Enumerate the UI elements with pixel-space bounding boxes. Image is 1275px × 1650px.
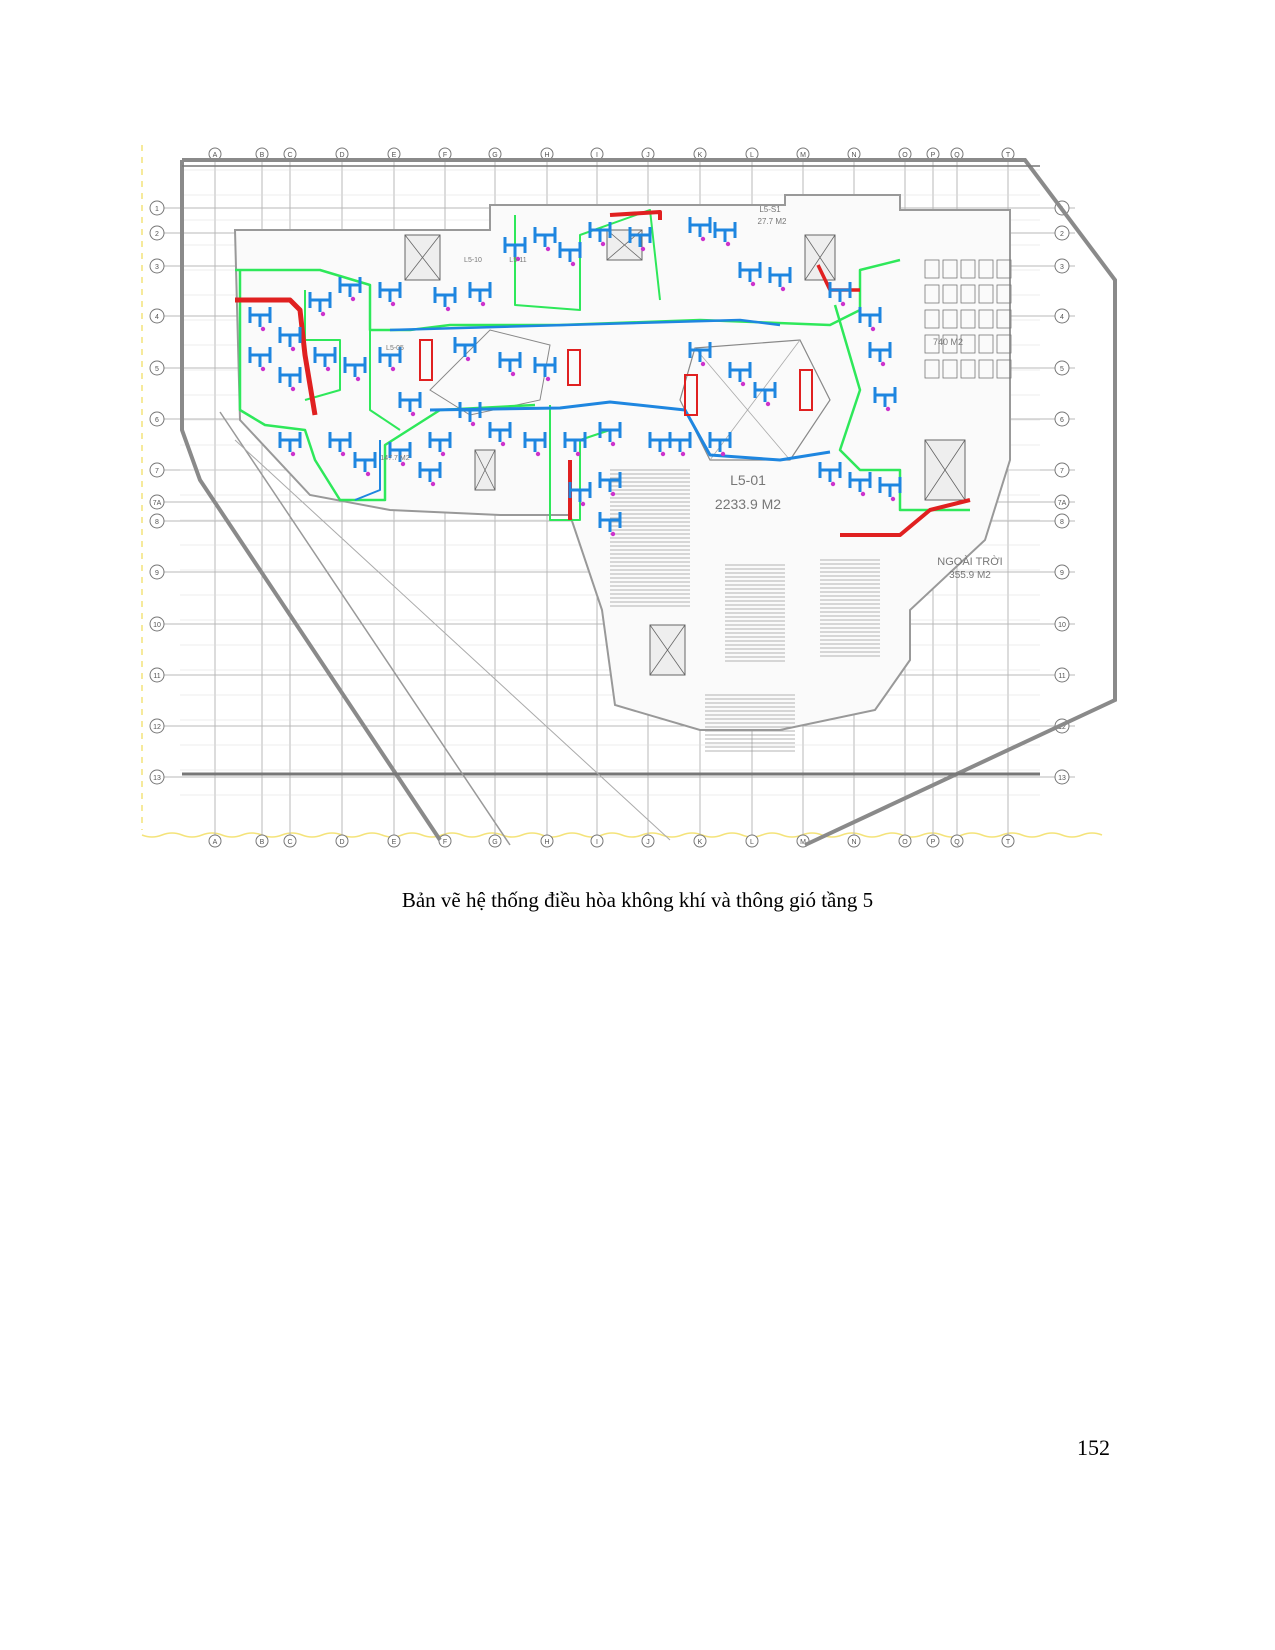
grid-label-row: 10: [1058, 622, 1066, 629]
grid-label-row: 7A: [1057, 500, 1067, 507]
grid-label-row: 7: [1060, 468, 1064, 475]
ahu-unit-marker: [576, 452, 580, 456]
grid-label-column: I: [596, 152, 598, 159]
grid-label-column: A: [212, 839, 218, 846]
ahu-unit-marker: [581, 502, 585, 506]
grid-label-column: C: [287, 152, 293, 159]
ahu-unit-marker: [511, 372, 515, 376]
grid-label-column: D: [339, 152, 345, 159]
ahu-unit-marker: [501, 442, 505, 446]
ahu-unit-marker: [891, 497, 895, 501]
grid-label-row: 12: [1058, 724, 1066, 731]
grid-label-row: 12: [153, 724, 161, 731]
ahu-unit-marker: [546, 247, 550, 251]
grid-label-row: 4: [1060, 314, 1064, 321]
ahu-unit-marker: [881, 362, 885, 366]
grid-label-row: 9: [155, 570, 159, 577]
room-label-l5-s1: L5-S1: [759, 205, 781, 214]
ahu-unit-marker: [611, 442, 615, 446]
grid-label-column: F: [442, 839, 448, 846]
ahu-unit-marker: [571, 262, 575, 266]
room-label-l5-01: L5-01: [730, 472, 766, 488]
ahu-unit-marker: [291, 347, 295, 351]
room-label-ngoai-troi-area: 355.9 M2: [949, 570, 991, 581]
grid-label-column: E: [391, 839, 397, 846]
room-label-ngoai-troi: NGOÀI TRỜI: [937, 556, 1003, 568]
ahu-unit-marker: [751, 282, 755, 286]
ahu-unit-marker: [261, 327, 265, 331]
ahu-unit-marker: [831, 482, 835, 486]
grid-label-row: 2: [1060, 231, 1064, 238]
grid-label-row: 1: [155, 206, 159, 213]
room-label-l5-05: L5-05: [386, 345, 404, 352]
hvac-floor-plan-drawing: [140, 140, 1120, 855]
ahu-unit-marker: [546, 377, 550, 381]
grid-label-column: P: [930, 152, 936, 159]
grid-label-column: M: [800, 152, 806, 159]
grid-label-column: K: [697, 152, 703, 159]
ahu-unit-marker: [341, 452, 345, 456]
grid-label-row: 3: [1060, 264, 1064, 271]
grid-label-row: 6: [1060, 417, 1064, 424]
ahu-unit-marker: [291, 452, 295, 456]
ahu-unit-marker: [366, 472, 370, 476]
grid-label-row: 8: [155, 519, 159, 526]
floor-plan-svg: [140, 140, 1120, 855]
grid-label-row: 7A: [152, 500, 162, 507]
ahu-unit-marker: [391, 302, 395, 306]
ahu-unit-marker: [781, 287, 785, 291]
room-label-area-740: 740 M2: [932, 337, 964, 347]
ahu-unit-marker: [536, 452, 540, 456]
grid-label-column: G: [492, 839, 498, 846]
grid-label-column: B: [259, 152, 265, 159]
room-label-area-147: 147.7 M2: [380, 455, 410, 462]
ahu-unit-marker: [351, 297, 355, 301]
grid-label-column: Q: [954, 152, 960, 159]
grid-label-row: 13: [153, 775, 161, 782]
ahu-unit-marker: [641, 247, 645, 251]
grid-label-column: T: [1005, 152, 1011, 159]
ahu-unit-marker: [321, 312, 325, 316]
grid-label-row: 1: [1060, 206, 1064, 213]
grid-label-row: 11: [153, 673, 161, 680]
grid-label-row: 13: [1058, 775, 1066, 782]
ahu-unit-marker: [431, 482, 435, 486]
ahu-unit-marker: [766, 402, 770, 406]
ahu-unit-marker: [261, 367, 265, 371]
grid-label-column: D: [339, 839, 345, 846]
ahu-unit-marker: [741, 382, 745, 386]
ahu-unit-marker: [446, 307, 450, 311]
ahu-unit-marker: [721, 452, 725, 456]
ahu-unit-marker: [871, 327, 875, 331]
page-number: 152: [1077, 1435, 1110, 1460]
grid-label-column: P: [930, 839, 936, 846]
grid-label-column: G: [492, 152, 498, 159]
grid-label-column: I: [596, 839, 598, 846]
grid-label-column: H: [544, 839, 550, 846]
ahu-unit-marker: [326, 367, 330, 371]
grid-label-column: B: [259, 839, 265, 846]
grid-label-row: 10: [153, 622, 161, 629]
ahu-unit-marker: [471, 422, 475, 426]
grid-label-column: N: [851, 152, 857, 159]
grid-label-row: 3: [155, 264, 159, 271]
figure-caption: Bản vẽ hệ thống điều hòa không khí và thông gió tầng 5: [401, 888, 874, 912]
room-label-l5-s1-area: 27.7 M2: [757, 217, 787, 226]
grid-label-column: A: [212, 152, 218, 159]
ahu-unit-marker: [291, 387, 295, 391]
grid-label-column: M: [800, 839, 806, 846]
ahu-unit-marker: [681, 452, 685, 456]
grid-label-column: K: [697, 839, 703, 846]
ahu-unit-marker: [661, 452, 665, 456]
ahu-unit-marker: [611, 532, 615, 536]
ahu-unit-marker: [701, 362, 705, 366]
room-label-l5-10: L5-10: [464, 257, 482, 264]
grid-label-column: E: [391, 152, 397, 159]
grid-label-column: H: [544, 152, 550, 159]
grid-label-column: C: [287, 839, 293, 846]
grid-label-column: F: [442, 152, 448, 159]
grid-label-row: 2: [155, 231, 159, 238]
grid-label-column: J: [646, 839, 650, 846]
ahu-unit-marker: [726, 242, 730, 246]
grid-label-column: T: [1005, 839, 1011, 846]
room-label-l5-11: L5-11: [509, 257, 527, 264]
grid-label-row: 7: [155, 468, 159, 475]
ahu-unit-marker: [391, 367, 395, 371]
grid-label-column: O: [902, 839, 908, 846]
grid-label-column: L: [750, 839, 754, 846]
ahu-unit-marker: [611, 492, 615, 496]
grid-label-row: 9: [1060, 570, 1064, 577]
ahu-unit-marker: [601, 242, 605, 246]
ahu-unit-marker: [401, 462, 405, 466]
room-label-l5-01-area: 2233.9 M2: [714, 496, 782, 512]
grid-label-row: 8: [1060, 519, 1064, 526]
grid-label-column: N: [851, 839, 857, 846]
grid-label-row: 4: [155, 314, 159, 321]
ahu-unit-marker: [481, 302, 485, 306]
grid-label-column: Q: [954, 839, 960, 846]
grid-label-column: J: [646, 152, 650, 159]
ahu-unit-marker: [411, 412, 415, 416]
grid-label-column: L: [750, 152, 754, 159]
grid-label-row: 11: [1058, 673, 1066, 680]
ahu-unit-marker: [701, 237, 705, 241]
ahu-unit-marker: [841, 302, 845, 306]
ahu-unit-marker: [466, 357, 470, 361]
grid-label-row: 5: [155, 366, 159, 373]
ahu-unit-marker: [441, 452, 445, 456]
ahu-unit-marker: [861, 492, 865, 496]
ahu-unit-marker: [356, 377, 360, 381]
grid-label-row: 5: [1060, 366, 1064, 373]
grid-label-row: 6: [155, 417, 159, 424]
building-outline: [235, 195, 1010, 730]
grid-label-column: O: [902, 152, 908, 159]
ahu-unit-marker: [886, 407, 890, 411]
